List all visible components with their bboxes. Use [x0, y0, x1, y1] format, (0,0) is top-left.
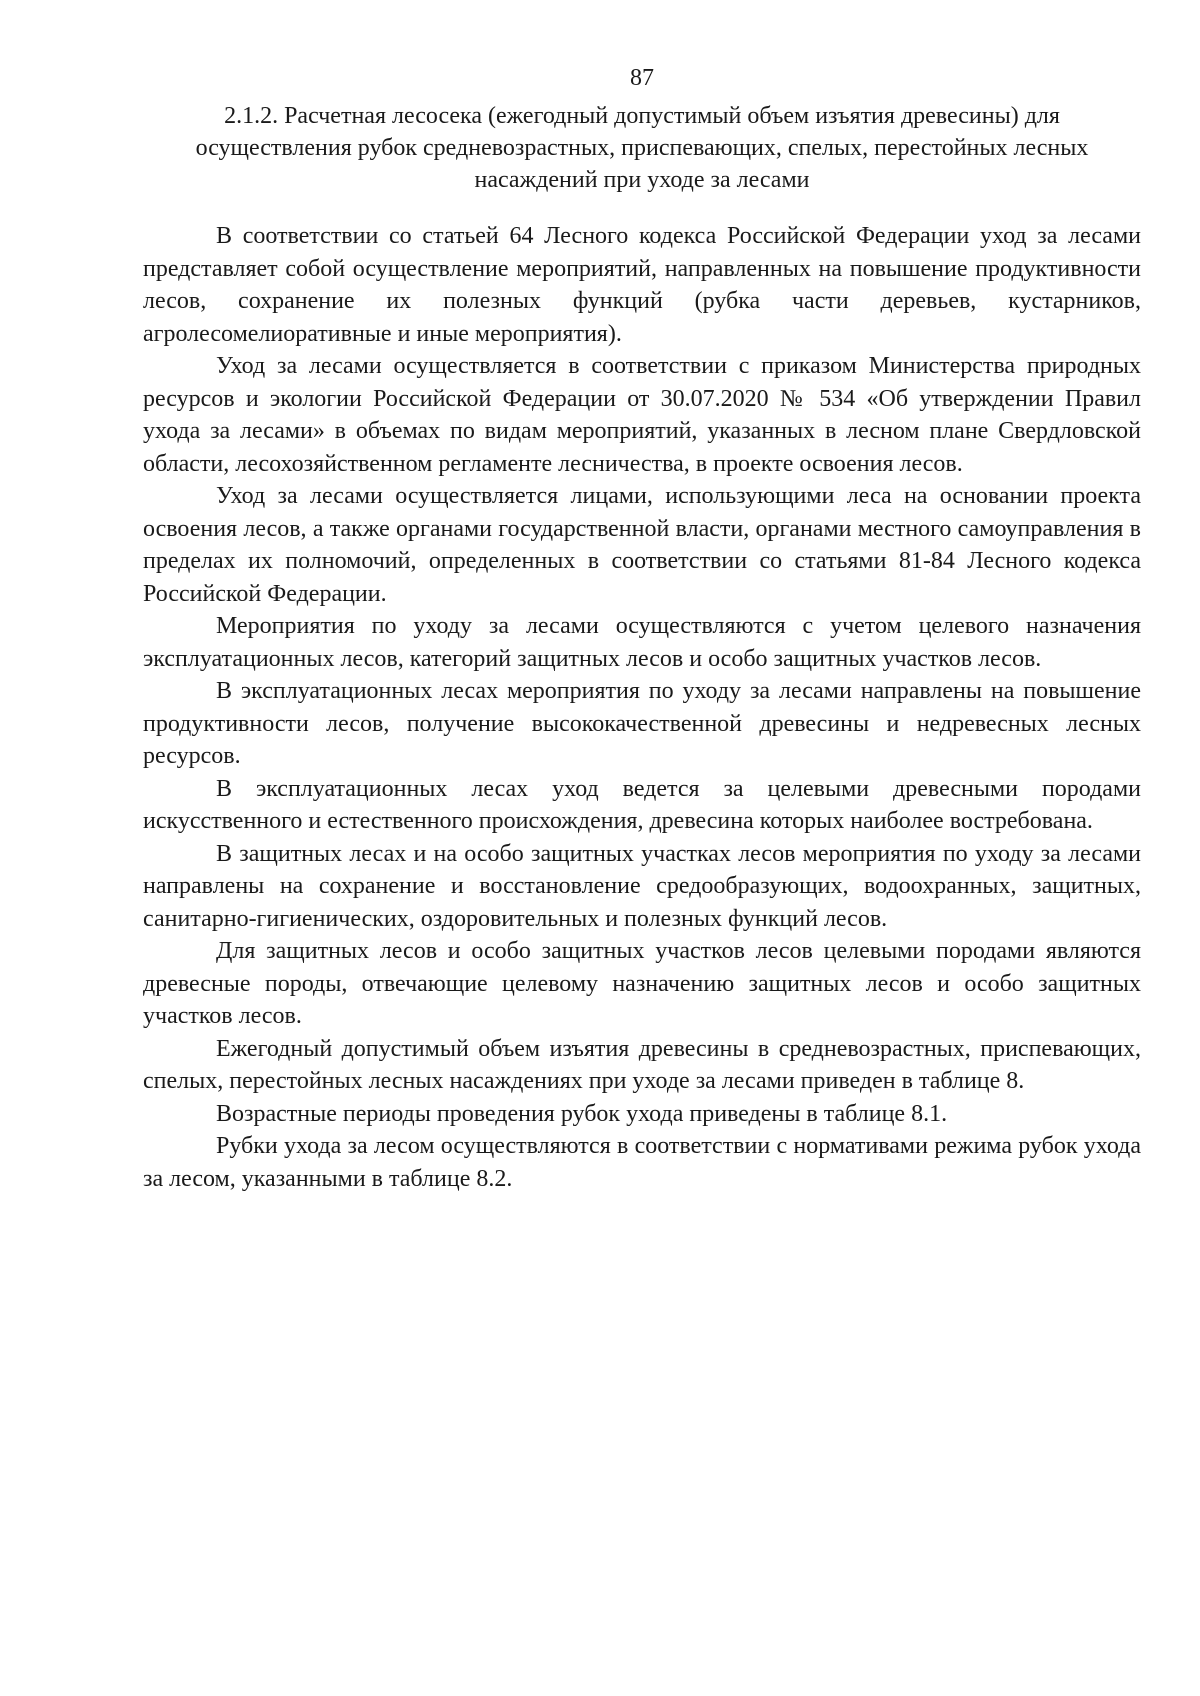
- body-paragraph: Уход за лесами осуществляется лицами, использующими леса на основании проекта освоения лесов, а также органами государственной власти, органами местного самоуправления в пределах их полномочий, определенных в соответствии со статьями 81-84 Лесного кодекса Российской Федерации.: [143, 483, 1141, 607]
- body-paragraph: Для защитных лесов и особо защитных участков лесов целевыми породами являются древесные породы, отвечающие целевому назначению защитных лесов и особо защитных участков лесов.: [143, 938, 1141, 1029]
- body-paragraph: Ежегодный допустимый объем изъятия древесины в средневозрастных, приспевающих, спелых, перестойных лесных насаждениях при уходе за лесами приведен в таблице 8.: [143, 1035, 1141, 1094]
- body-paragraph: Уход за лесами осуществляется в соответствии с приказом Министерства природных ресурсов и экологии Российской Федерации от 30.07.2020 № 534 «Об утверждении Правил ухода за лесами» в объемах по видам мероприятий, указанных в лесном плане Свердловской области, лесохозяйственном регламенте лесничества, в проекте освоения лесов.: [143, 353, 1141, 477]
- body-paragraph: В соответствии со статьей 64 Лесного кодекса Российской Федерации уход за лесами представляет собой осуществление мероприятий, направленных на повышение продуктивности лесов, сохранение их полезных функций (рубка части деревьев, кустарников, агролесомелиоративные и иные мероприятия).: [143, 223, 1141, 347]
- body-paragraph: Мероприятия по уходу за лесами осуществляются с учетом целевого назначения эксплуатационных лесов, категорий защитных лесов и особо защитных участков лесов.: [143, 613, 1141, 672]
- body-paragraph: Рубки ухода за лесом осуществляются в соответствии с нормативами режима рубок ухода за лесом, указанными в таблице 8.2.: [143, 1133, 1141, 1192]
- section-title: 2.1.2. Расчетная лесосека (ежегодный допустимый объем изъятия древесины) для осуществления рубок средневозрастных, приспевающих, спелых, перестойных лесных насаждений при уходе за лесами: [195, 103, 1089, 193]
- page-number: 87: [630, 65, 654, 91]
- body-paragraph: Возрастные периоды проведения рубок ухода приведены в таблице 8.1.: [216, 1100, 948, 1127]
- body-paragraph: В эксплуатационных лесах уход ведется за целевыми древесными породами искусственного и естественного происхождения, древесина которых наиболее востребована.: [143, 775, 1141, 834]
- body-paragraph: В защитных лесах и на особо защитных участках лесов мероприятия по уходу за лесами направлены на сохранение и восстановление средообразующих, водоохранных, защитных, санитарно-гигиенических, оздоровительных и полезных функций лесов.: [143, 840, 1141, 932]
- body-paragraph: В эксплуатационных лесах мероприятия по уходу за лесами направлены на повышение продуктивности лесов, получение высококачественной древесины и недревесных лесных ресурсов.: [143, 678, 1141, 769]
- document-page: [143, 62, 1141, 1195]
